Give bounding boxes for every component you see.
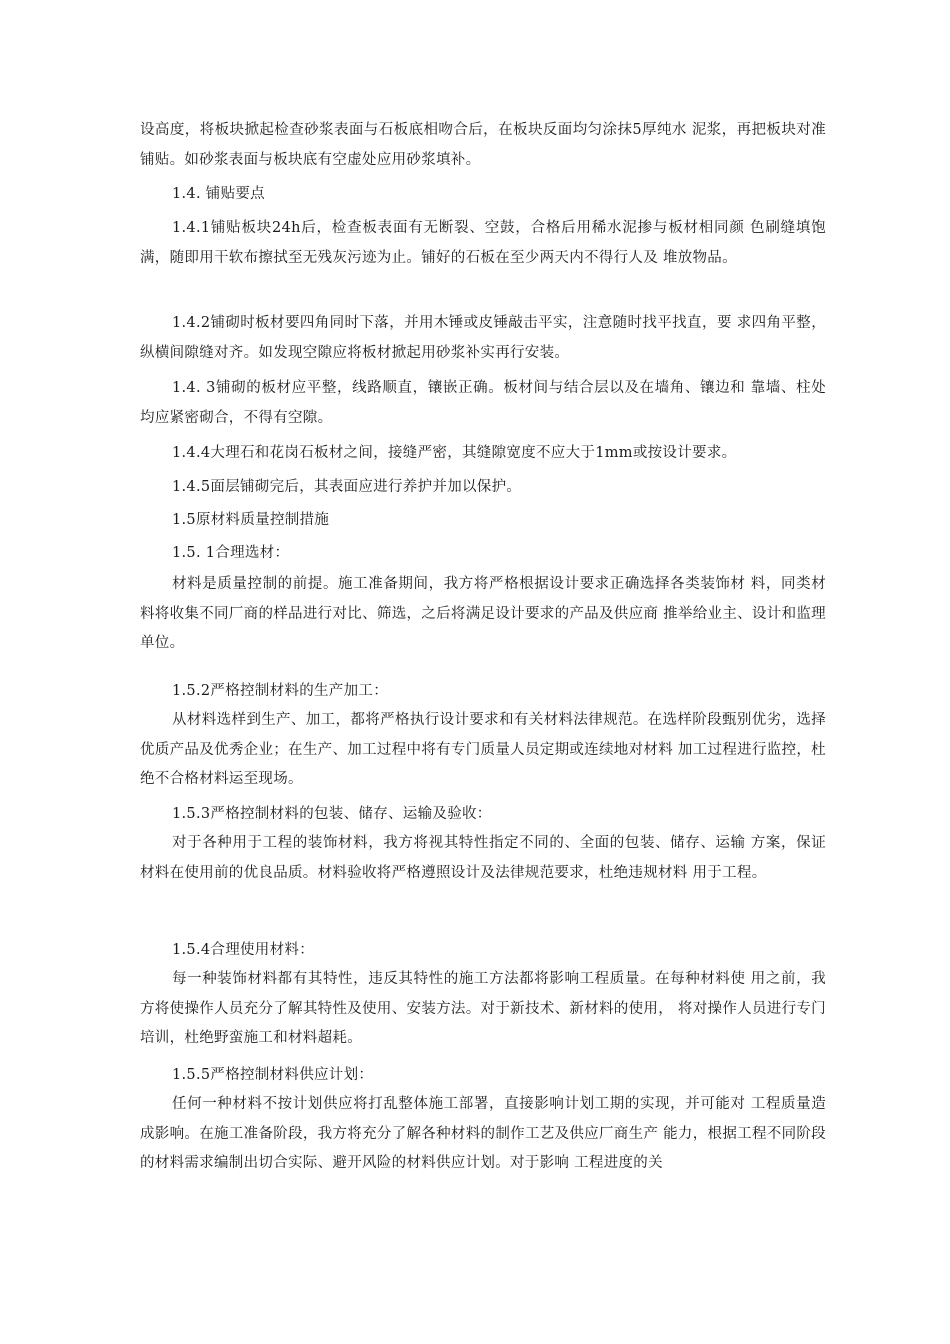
paragraph-1-5-2: 从材料选样到生产、加工，都将严格执行设计要求和有关材料法律规范。在选样阶段甄别优劣，选择优质产品及优秀企业；在生产、加工过程中将有专门质量人员定期或连续地对材料 加工过程进行监控，杜绝不合格材料运至现场。	[140, 712, 826, 787]
paragraph-1-4-2: 1.4.2铺砌时板材要四角同时下落，并用木锤或皮锤敲击平实，注意随时找平找直，要 求四角平整，纵横间隙缝对齐。如发现空隙应将板材掀起用砂浆补实再行安装。	[140, 315, 826, 361]
paragraph-1-4-4: 1.4.4大理石和花岗石板材之间，接缝严密，其缝隙宽度不应大于1mm或按设计要求。	[172, 445, 737, 461]
paragraph-1-5-4: 每一种装饰材料都有其特性，违反其特性的施工方法都将影响工程质量。在每种材料使 用之前，我方将使操作人员充分了解其特性及使用、安装方法。对于新技术、新材料的使用， 将对操作人员进行专门培训，杜绝野蛮施工和材料超耗。	[140, 971, 826, 1046]
heading-1-5-4: 1.5.4合理使用材料：	[172, 942, 314, 958]
paragraph-1-5-3: 对于各种用于工程的装饰材料，我方将视其特性指定不同的、全面的包装、储存、运输 方案，保证材料在使用前的优良品质。材料验收将严格遵照设计及法律规范要求，杜绝违规材料 用于工程。	[140, 835, 826, 881]
paragraph-1-4-3: 1.4. 3铺砌的板材应平整，线路顺直，镶嵌正确。板材间与结合层以及在墙角、镶边和 靠墙、柱处均应紧密砌合，不得有空隙。	[140, 380, 826, 426]
heading-1-5-5: 1.5.5严格控制材料供应计划：	[172, 1067, 374, 1083]
heading-1-4: 1.4. 铺贴要点	[172, 186, 265, 202]
heading-1-5-2: 1.5.2严格控制材料的生产加工：	[172, 683, 388, 699]
heading-1-5: 1.5原材料质量控制措施	[172, 512, 330, 528]
paragraph-1-4-5: 1.4.5面层铺砌完后，其表面应进行养护并加以保护。	[172, 479, 522, 495]
paragraph-cement-slurry: 设高度，将板块掀起检查砂浆表面与石板底相吻合后，在板块反面均匀涂抹5厚纯水 泥浆，再把板块对准铺贴。如砂浆表面与板块底有空虚处应用砂浆填补。	[140, 122, 826, 168]
heading-1-5-3: 1.5.3严格控制材料的包装、储存、运输及验收：	[172, 806, 492, 822]
paragraph-1-5-5: 任何一种材料不按计划供应将打乱整体施工部署，直接影响计划工期的实现，并可能对 工程质量造成影响。在施工准备阶段，我方将充分了解各种材料的制作工艺及供应厂商生产 能力，根据工程不同阶段的材料需求编制出切合实际、避开风险的材料供应计划。对于影响 工程进度的关	[140, 1096, 826, 1171]
paragraph-1-4-1: 1.4.1铺贴板块24h后，检查板表面有无断裂、空鼓，合格后用稀水泥掺与板材相同颜 色刷缝填饱满，随即用干软布擦拭至无残灰污迹为止。铺好的石板在至少两天内不得行人及 堆放物品。	[140, 220, 826, 266]
paragraph-1-5-1: 材料是质量控制的前提。施工准备期间，我方将严格根据设计要求正确选择各类装饰材 料，同类材料将收集不同厂商的样品进行对比、筛选，之后将满足设计要求的产品及供应商 推举给业主、设计和监理单位。	[140, 576, 826, 651]
heading-1-5-1: 1.5. 1合理选材：	[172, 545, 290, 561]
